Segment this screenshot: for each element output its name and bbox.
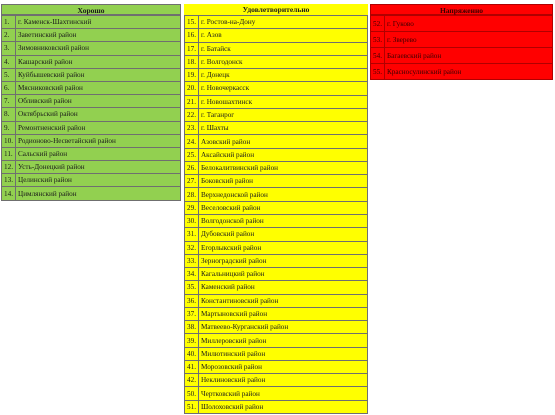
row-name: Егорлыкский район — [198, 241, 367, 254]
table-row — [2, 134, 181, 147]
row-name: Сальский район — [16, 147, 181, 160]
table-row — [185, 42, 368, 55]
row-number: 52. — [371, 16, 385, 32]
row-number: 4. — [2, 55, 16, 68]
row-number: 25. — [185, 148, 199, 161]
row-name: г. Шахты — [198, 122, 367, 135]
table-row — [185, 188, 368, 201]
row-name: Волгодонской район — [198, 214, 367, 227]
table-row — [2, 16, 181, 29]
row-number: 34. — [185, 268, 199, 281]
row-name: Белокалитвинский район — [198, 161, 367, 174]
row-number: 22. — [185, 108, 199, 121]
row-name: Цимлянский район — [16, 187, 181, 200]
row-number: 36. — [185, 294, 199, 307]
row-number: 42. — [185, 374, 199, 387]
row-name: Дубовский район — [198, 228, 367, 241]
table-row — [2, 108, 181, 121]
table-row — [185, 29, 368, 42]
row-name: Целинский район — [16, 174, 181, 187]
row-number: 16. — [185, 29, 199, 42]
good-panel — [1, 4, 181, 201]
row-number: 11. — [2, 147, 16, 160]
satisfactory-panel — [184, 4, 368, 414]
row-name: Кашарский район — [16, 55, 181, 68]
table-row — [185, 16, 368, 29]
row-number: 37. — [185, 307, 199, 320]
row-name: Ремонтненский район — [16, 121, 181, 134]
row-number: 6. — [2, 81, 16, 94]
row-name: г. Донецк — [198, 69, 367, 82]
table-row — [185, 201, 368, 214]
row-number: 28. — [185, 188, 199, 201]
table-row — [2, 147, 181, 160]
row-name: Зимовниковский район — [16, 42, 181, 55]
row-number: 14. — [2, 187, 16, 200]
table-row — [185, 175, 368, 188]
row-name: Октябрьский район — [16, 108, 181, 121]
table-row — [185, 347, 368, 360]
table-row — [185, 228, 368, 241]
row-number: 5. — [2, 68, 16, 81]
table-row — [185, 241, 368, 254]
row-number: 50. — [185, 387, 199, 400]
row-number: 9. — [2, 121, 16, 134]
table-row — [2, 42, 181, 55]
row-name: г. Таганрог — [198, 108, 367, 121]
table-row — [2, 174, 181, 187]
good-table — [1, 15, 181, 201]
row-number: 20. — [185, 82, 199, 95]
row-name: г. Гуково — [385, 16, 553, 32]
table-row — [185, 294, 368, 307]
satisfactory-header: Удовлетворительно — [184, 4, 368, 15]
tense-panel — [370, 4, 553, 80]
table-row — [185, 135, 368, 148]
row-number: 30. — [185, 214, 199, 227]
row-number: 24. — [185, 135, 199, 148]
row-name: Зерноградский район — [198, 254, 367, 267]
row-number: 18. — [185, 55, 199, 68]
row-name: г. Азов — [198, 29, 367, 42]
table-row — [2, 95, 181, 108]
table-row — [185, 254, 368, 267]
row-name: Морозовский район — [198, 360, 367, 373]
table-row — [185, 69, 368, 82]
table-row — [185, 108, 368, 121]
row-name: Матвеево-Курганский район — [198, 321, 367, 334]
table-row — [2, 55, 181, 68]
row-number: 15. — [185, 16, 199, 29]
table-row — [371, 16, 553, 32]
row-number: 13. — [2, 174, 16, 187]
table-row — [185, 148, 368, 161]
row-number: 19. — [185, 69, 199, 82]
row-name: Красносулинский район — [385, 64, 553, 80]
row-number: 1. — [2, 16, 16, 29]
table-row — [185, 122, 368, 135]
table-row — [185, 307, 368, 320]
row-name: Багаевский район — [385, 48, 553, 64]
table-row — [2, 68, 181, 81]
row-number: 21. — [185, 95, 199, 108]
row-name: г. Новочеркасск — [198, 82, 367, 95]
row-name: Мартыновский район — [198, 307, 367, 320]
row-name: Милютинский район — [198, 347, 367, 360]
row-name: Неклиновский район — [198, 374, 367, 387]
row-name: Усть-Донецкий район — [16, 161, 181, 174]
row-name: Аксайский район — [198, 148, 367, 161]
row-name: Веселовский район — [198, 201, 367, 214]
row-name: г. Зверево — [385, 32, 553, 48]
table-row — [371, 64, 553, 80]
table-row — [2, 121, 181, 134]
row-name: Заветинский район — [16, 29, 181, 42]
table-row — [185, 400, 368, 413]
tense-table — [370, 15, 553, 80]
row-name: Константиновский район — [198, 294, 367, 307]
table-row — [371, 32, 553, 48]
table-row — [185, 360, 368, 373]
row-name: Верхнедонской район — [198, 188, 367, 201]
satisfactory-table — [184, 15, 368, 414]
table-row — [185, 374, 368, 387]
good-header: Хорошо — [1, 4, 181, 15]
row-number: 40. — [185, 347, 199, 360]
row-name: г. Ростов-на-Дону — [198, 16, 367, 29]
row-number: 23. — [185, 122, 199, 135]
row-number: 10. — [2, 134, 16, 147]
row-number: 33. — [185, 254, 199, 267]
row-name: Обливский район — [16, 95, 181, 108]
row-number: 31. — [185, 228, 199, 241]
row-number: 54. — [371, 48, 385, 64]
row-name: Родионово-Несветайский район — [16, 134, 181, 147]
row-name: г. Новошахтинск — [198, 95, 367, 108]
table-row — [185, 321, 368, 334]
table-row — [185, 82, 368, 95]
row-number: 39. — [185, 334, 199, 347]
row-number: 32. — [185, 241, 199, 254]
row-number: 3. — [2, 42, 16, 55]
row-name: г. Батайск — [198, 42, 367, 55]
table-row — [185, 161, 368, 174]
row-number: 8. — [2, 108, 16, 121]
table-row — [371, 48, 553, 64]
row-number: 41. — [185, 360, 199, 373]
table-row — [185, 214, 368, 227]
row-name: Шолоховский район — [198, 400, 367, 413]
row-number: 26. — [185, 161, 199, 174]
row-number: 38. — [185, 321, 199, 334]
row-number: 12. — [2, 161, 16, 174]
table-row — [185, 387, 368, 400]
table-row — [2, 161, 181, 174]
row-name: Чертковский район — [198, 387, 367, 400]
row-name: Каменский район — [198, 281, 367, 294]
table-row — [185, 334, 368, 347]
row-name: Боковский район — [198, 175, 367, 188]
row-number: 2. — [2, 29, 16, 42]
row-number: 55. — [371, 64, 385, 80]
row-number: 51. — [185, 400, 199, 413]
table-row — [2, 81, 181, 94]
row-name: Азовский район — [198, 135, 367, 148]
table-row — [185, 281, 368, 294]
table-row — [2, 187, 181, 200]
row-name: Миллеровский район — [198, 334, 367, 347]
row-number: 17. — [185, 42, 199, 55]
row-number: 35. — [185, 281, 199, 294]
row-number: 53. — [371, 32, 385, 48]
table-row — [2, 29, 181, 42]
row-number: 7. — [2, 95, 16, 108]
table-row — [185, 55, 368, 68]
row-name: Куйбышевский район — [16, 68, 181, 81]
table-row — [185, 268, 368, 281]
row-name: г. Волгодонск — [198, 55, 367, 68]
tense-header: Напряженно — [370, 4, 553, 15]
row-name: Кагальницкий район — [198, 268, 367, 281]
row-name: Мясниковский район — [16, 81, 181, 94]
row-number: 29. — [185, 201, 199, 214]
row-name: г. Каменск-Шахтинский — [16, 16, 181, 29]
row-number: 27. — [185, 175, 199, 188]
table-row — [185, 95, 368, 108]
